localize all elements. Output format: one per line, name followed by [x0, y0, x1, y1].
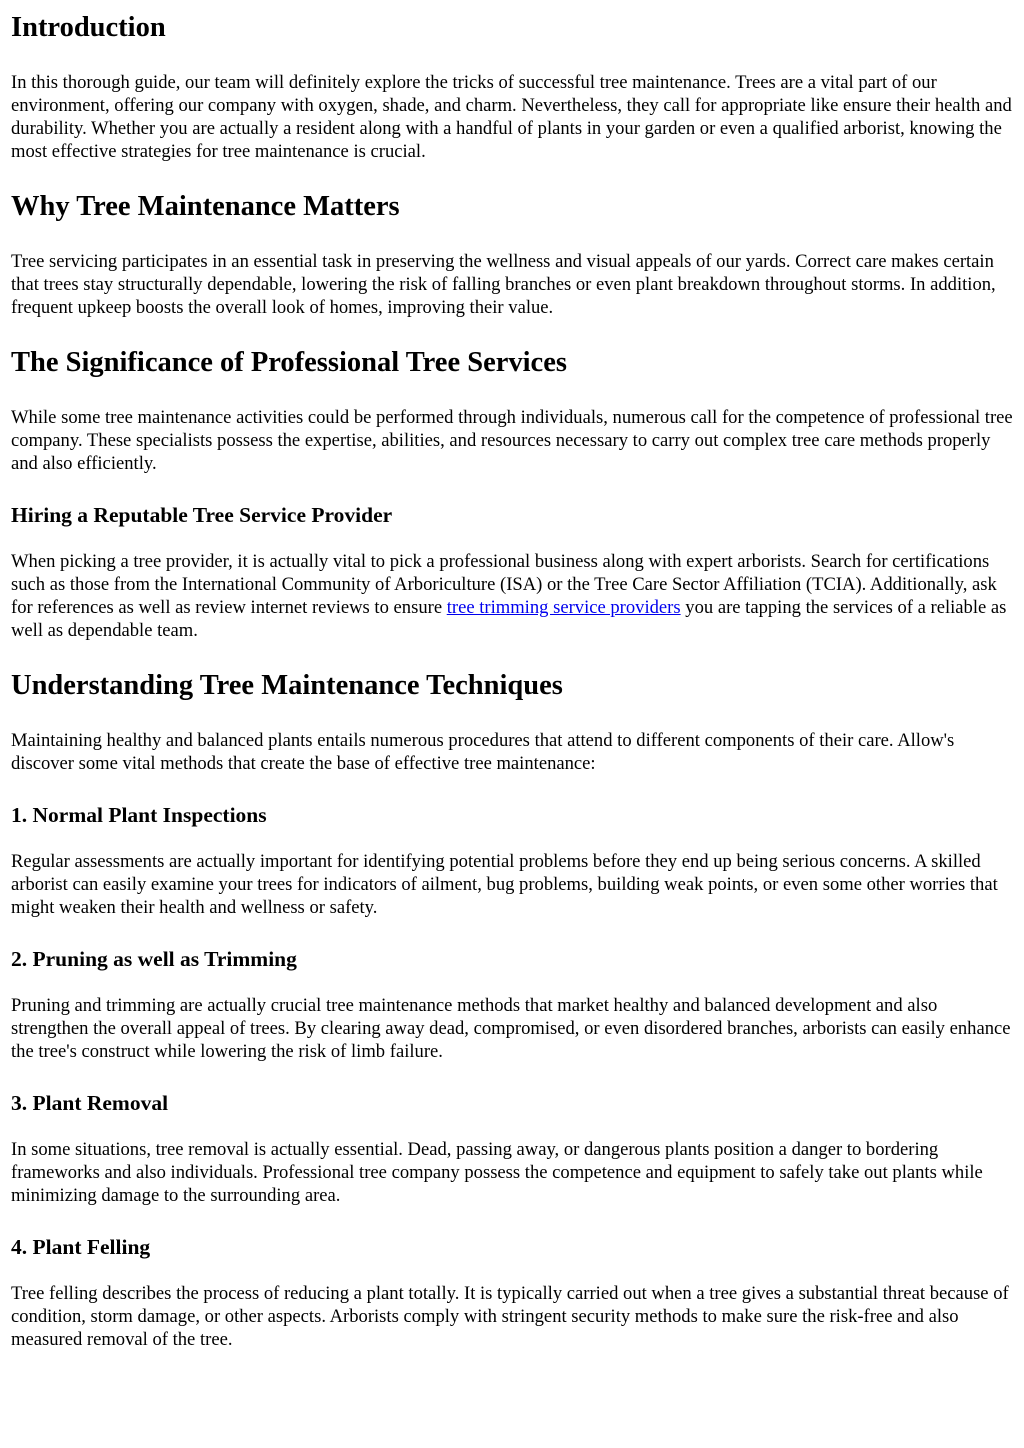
paragraph-plant-removal: In some situations, tree removal is actually essential. Dead, passing away, or dangerous plants position a danger to bordering frameworks and also individuals. Professional tree company possess the competence and equipment to safely take out plants while minimizing damage to the surrounding area. — [11, 1139, 983, 1206]
heading-plant-felling: 4. Plant Felling — [11, 1235, 151, 1259]
paragraph-hiring-provider — [11, 550, 1013, 642]
paragraph-hiring-text-before-link: When picking a tree provider, it is actually vital to pick a professional business along with expert arborists. Search for certifications such as those from the International Community of Arboriculture (ISA) or the Tree Care Sector Affiliation (TCIA). Additionally, ask for references as well as review internet reviews to ensure — [11, 551, 997, 618]
heading-pruning-trimming: 2. Pruning as well as Trimming — [11, 947, 297, 971]
paragraph-why-tree-maintenance-matters: Tree servicing participates in an essential task in preserving the wellness and visual appeals of our yards. Correct care makes certain that trees stay structurally dependable, lowering the risk of falling branches or even plant breakdown throughout storms. In addition, frequent upkeep boosts the overall look of homes, improving their value. — [11, 251, 996, 318]
paragraph-understanding-techniques: Maintaining healthy and balanced plants entails numerous procedures that attend to different components of their care. Allow's discover some vital methods that create the base of effective tree maintenance: — [11, 730, 955, 774]
paragraph-plant-felling: Tree felling describes the process of reducing a plant totally. It is typically carried out when a tree gives a substantial threat because of condition, storm damage, or other aspects. Arborists comply with stringent security methods to make sure the risk-free and also measured removal of the tree. — [11, 1283, 1009, 1350]
heading-significance-professional-services: The Significance of Professional Tree Services — [11, 347, 567, 378]
heading-hiring-provider: Hiring a Reputable Tree Service Provider — [11, 503, 393, 527]
paragraph-significance-professional-services: While some tree maintenance activities could be performed through individuals, numerous call for the competence of professional tree company. These specialists possess the expertise, abilities, and resources necessary to carry out complex tree care methods properly and also efficiently. — [11, 407, 1013, 474]
heading-introduction: Introduction — [11, 12, 166, 43]
paragraph-hiring-text-after-link: you are tapping the services of a reliable as well as dependable team. — [11, 597, 1007, 641]
heading-understanding-techniques: Understanding Tree Maintenance Techniques — [11, 670, 563, 701]
heading-plant-removal: 3. Plant Removal — [11, 1091, 169, 1115]
paragraph-introduction: In this thorough guide, our team will definitely explore the tricks of successful tree maintenance. Trees are a vital part of our environment, offering our company with oxygen, shade, and charm. Nevertheless, they call for appropriate like ensure their health and durability. Whether you are actually a resident along with a handful of plants in your garden or even a qualified arborist, knowing the most effective strategies for tree maintenance is crucial. — [11, 72, 1012, 162]
paragraph-normal-plant-inspections: Regular assessments are actually important for identifying potential problems before they end up being serious concerns. A skilled arborist can easily examine your trees for indicators of ailment, bug problems, building weak points, or even some other worries that might weaken their health and wellness or safety. — [11, 851, 998, 918]
heading-why-tree-maintenance-matters: Why Tree Maintenance Matters — [11, 191, 400, 222]
tree-trimming-service-providers-link[interactable]: tree trimming service providers — [446, 597, 681, 618]
heading-normal-plant-inspections: 1. Normal Plant Inspections — [11, 803, 267, 827]
paragraph-pruning-trimming: Pruning and trimming are actually crucial tree maintenance methods that market healthy and balanced development and also strengthen the overall appeal of trees. By clearing away dead, compromised, or even disordered branches, arborists can easily enhance the tree's construct while lowering the risk of limb failure. — [11, 995, 1011, 1062]
